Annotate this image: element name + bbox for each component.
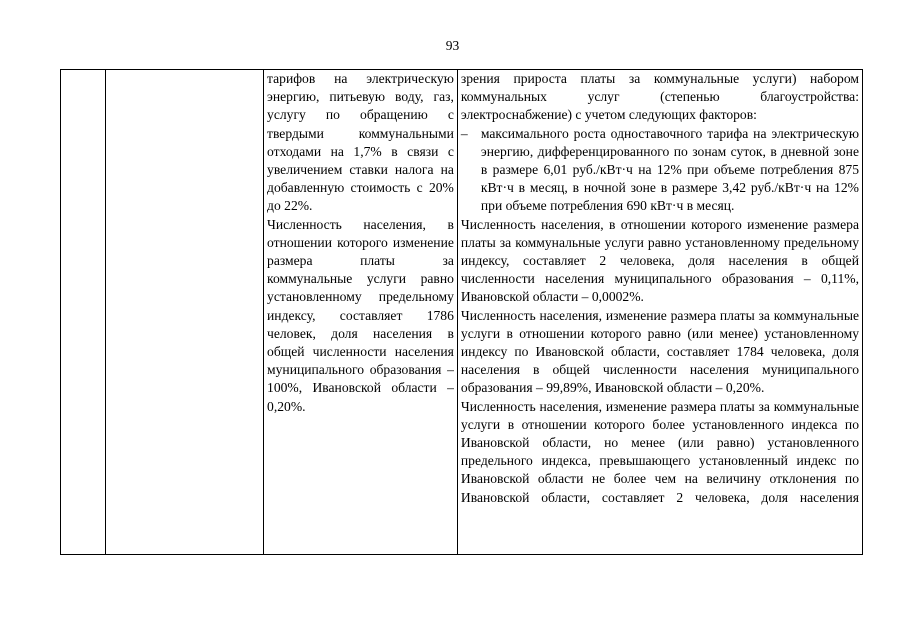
cell3-paragraph-2: Численность населения, в отношении которого изменение размера платы за коммунальные услуги равно установленному предельному индексу, составляет 1786 человек, доля населения в общей численности населения муниципального образования – 100%, Ивановской области – 0,20%. — [267, 216, 454, 414]
table-cell-1 — [61, 70, 106, 555]
page-number: 93 — [445, 38, 460, 53]
cell4-paragraph-3: Численность населения, изменение размера платы за коммунальные услуги в отношении которого более установленного индекса по Ивановской области, но менее (или равно) установленного предельного индекса, превышающего установленный индекс по Ивановской области не более чем на величину отклонения по Ивановской области, составляет 2 человека, доля населения — [460, 398, 859, 505]
cell4-intro: зрения прироста платы за коммунальные услуги) набором коммунальных услуг (степенью благоустройства: электроснабжение) с учетом следующих факторов: — [460, 71, 859, 123]
dash-marker: – — [460, 125, 468, 141]
table-row — [61, 70, 863, 555]
dash-item-text: максимального роста одноставочного тарифа на электрическую энергию, дифференцированного по зонам суток, в дневной зоне в размере 6,01 руб./кВт·ч на 12% при объеме потребления 875 кВт·ч в месяц, в ночной зоне в размере 3,42 руб./кВт·ч на 12% при объеме потребления 690 кВт·ч в месяц. — [480, 125, 859, 214]
cell4-paragraph-1: Численность населения, в отношении которого изменение размера платы за коммунальные услуги равно установленному предельному индексу, составляет 2 человека, доля населения в общей численности населения муниципального образования – 0,11%, Ивановской области – 0,0002%. — [460, 216, 859, 305]
table-cell-4 — [457, 70, 862, 555]
table-cell-3 — [264, 70, 458, 555]
table-cell-2 — [105, 70, 263, 555]
cell3-paragraph-1: тарифов на электрическую энергию, питьевую воду, газ, услугу по обращению с твердыми коммунальными отходами на 1,7% в связи с увеличением ставки налога на добавленную стоимость с 20% до 22%. — [267, 71, 454, 214]
dash-list-item — [461, 125, 859, 216]
document-table — [60, 69, 863, 555]
cell4-paragraph-2: Численность населения, изменение размера платы за коммунальные услуги в отношении которого равно (или менее) установленному индексу по Ивановской области, составляет 1784 человека, доля населения в общей численности населения муниципального образования – 99,89%, Ивановской области – 0,20%. — [460, 307, 859, 396]
